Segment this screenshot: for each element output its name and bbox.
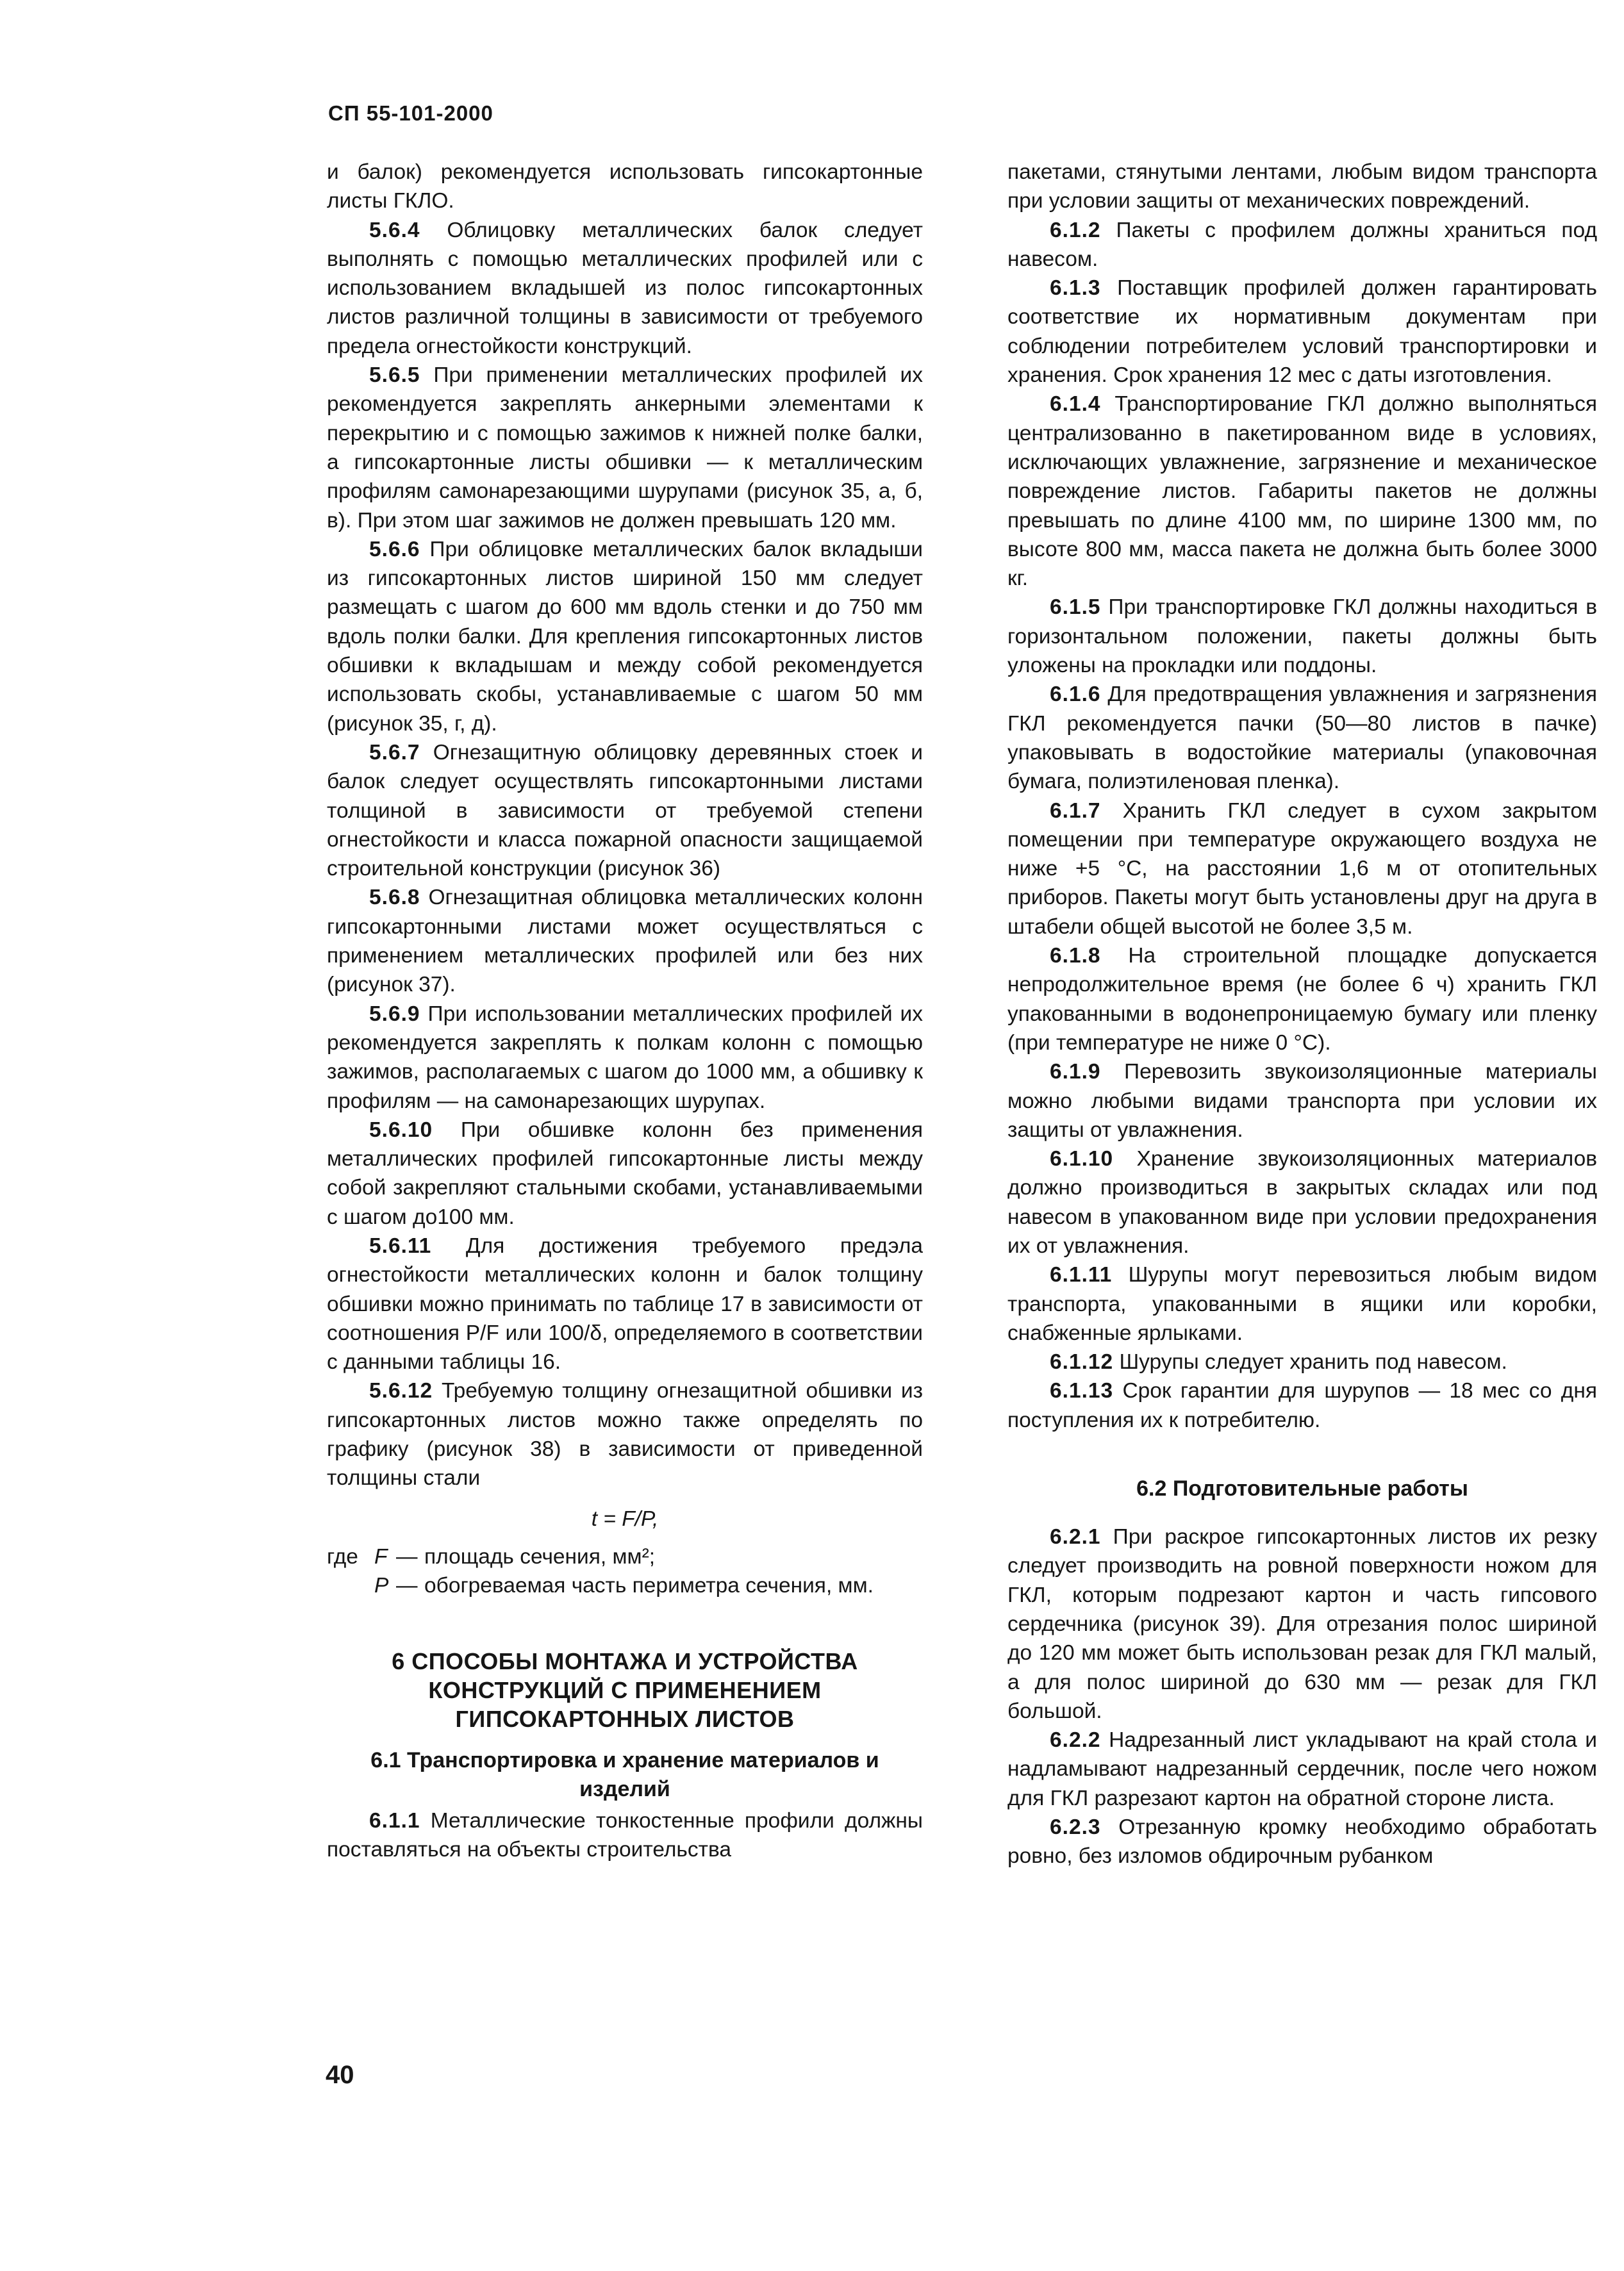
clause-6-1-5 bbox=[1007, 593, 1597, 680]
clause-number: 6.1.7 bbox=[1050, 798, 1101, 823]
clause-number: 6.2.3 bbox=[1050, 1815, 1101, 1840]
clause-6-1-1 bbox=[327, 1806, 923, 1865]
clause-6-1-13 bbox=[1007, 1376, 1597, 1435]
clause-6-1-2 bbox=[1007, 216, 1597, 274]
clause-number: 5.6.5 bbox=[369, 363, 420, 388]
clause-5-6-6 bbox=[327, 535, 923, 738]
clause-5-6-7 bbox=[327, 738, 923, 883]
clause-5-6-9 bbox=[327, 1000, 923, 1116]
clause-number: 6.1.8 bbox=[1050, 944, 1101, 968]
clause-text: Срок гарантии для шурупов — 18 мес со дня поступления их к потребителю. bbox=[1007, 1379, 1597, 1432]
clause-number: 5.6.4 bbox=[369, 218, 420, 242]
clause-number: 6.1.10 bbox=[1050, 1147, 1114, 1171]
clause-6-1-8 bbox=[1007, 941, 1597, 1057]
clause-5-6-8 bbox=[327, 883, 923, 999]
clause-6-1-3 bbox=[1007, 274, 1597, 390]
clause-text: Отрезанную кромку необходимо обработать ровно, без изломов обдирочным рубанком bbox=[1007, 1815, 1597, 1869]
clause-text: Поставщик профилей должен гарантировать соответствие их нормативным документам при соблюдении потребителем условий транспортировки и хранения. Срок хранения 12 мес с даты изготовления. bbox=[1007, 276, 1597, 388]
legend-dash: — bbox=[396, 1544, 418, 1569]
clause-number: 6.2.1 bbox=[1050, 1525, 1101, 1549]
clause-text: При транспортировке ГКЛ должны находиться в горизонтальном положении, пакеты должны быть уложены на прокладки или поддоны. bbox=[1007, 595, 1597, 678]
clause-6-2-1 bbox=[1007, 1523, 1597, 1726]
clause-text: Хранить ГКЛ следует в сухом закрытом помещении при температуре окружающего воздуха не ниже +5 °С, на расстоянии 1,6 м от отопительных приборов. Пакеты могут быть установлены друг на друга в штабели общей высотой не более 3,5 м. bbox=[1007, 798, 1597, 939]
clause-number: 6.2.2 bbox=[1050, 1728, 1101, 1753]
formula-legend bbox=[327, 1542, 923, 1601]
legend-where: где bbox=[327, 1544, 358, 1569]
clause-number: 5.6.6 bbox=[369, 537, 420, 561]
clause-6-1-4 bbox=[1007, 390, 1597, 593]
legend-symbol-p: P bbox=[374, 1574, 389, 1598]
paragraph-continuation: и балок) рекомендуется использовать гипсокартонные листы ГКЛО. bbox=[327, 160, 923, 213]
clause-6-1-6 bbox=[1007, 680, 1597, 796]
clause-number: 5.6.9 bbox=[369, 1002, 420, 1026]
clause-number: 6.1.13 bbox=[1050, 1379, 1114, 1403]
page-number: 40 bbox=[326, 2061, 354, 2089]
clause-number: 6.1.6 bbox=[1050, 682, 1101, 707]
clause-number: 6.1.3 bbox=[1050, 276, 1101, 301]
clause-6-1-11 bbox=[1007, 1260, 1597, 1348]
clause-text: Перевозить звукоизоляционные материалы можно любыми видами транспорта при условии их защиты от увлажнения. bbox=[1007, 1060, 1597, 1142]
clause-text: Для достижения требуемого предэла огнестойкости металлических колонн и балок толщину обшивки можно принимать по таблице 17 в зависимости от соотношения P/F или 100/δ, определяемого в соответствии с данными таблицы 16. bbox=[327, 1234, 923, 1375]
clause-5-6-10 bbox=[327, 1116, 923, 1232]
clause-number: 6.1.12 bbox=[1050, 1350, 1114, 1375]
clause-text: При раскрое гипсокартонных листов их резку следует производить на ровной поверхности ножом для ГКЛ, которым подрезают картон и часть гипсового сердечника (рисунок 39). Для отрезания полос шириной до 120 мм может быть использован резак для ГКЛ малый, а для полос шириной до 630 мм — резак для ГКЛ большой. bbox=[1007, 1525, 1598, 1723]
clause-number: 6.1.11 bbox=[1050, 1263, 1113, 1287]
clause-text: При использовании металлических профилей их рекомендуется закреплять к полкам колонн с помощью зажимов, располагаемых с шагом до 1000 мм, а обшивку к профилям — на самонарезающих шурупах. bbox=[327, 1002, 924, 1113]
clause-number: 5.6.8 bbox=[369, 886, 420, 910]
clause-6-1-10 bbox=[1007, 1144, 1597, 1260]
clause-text: Металлические тонкостенные профили должны поставляться на объекты строительства bbox=[327, 1808, 924, 1862]
legend-text-f: площадь сечения, мм²; bbox=[424, 1544, 656, 1569]
formula: t = F/P, bbox=[591, 1507, 659, 1531]
right-column bbox=[1007, 158, 1597, 1871]
legend-text-p: обогреваемая часть периметра сечения, мм. bbox=[424, 1574, 874, 1598]
clause-text: При обшивке колонн без применения металлических профилей гипсокартонные листы между собой закрепляют стальными скобами, устанавливаемыми с шагом до100 мм. bbox=[327, 1118, 924, 1229]
clause-text: Шурупы следует хранить под навесом. bbox=[1119, 1350, 1507, 1375]
clause-text: Облицовку металлических балок следует выполнять с помощью металлических профилей или с использованием вкладышей из полос гипсокартонных листов различной толщины в зависимости от требуемого предела огнестойкости конструкций. bbox=[327, 218, 923, 358]
clause-number: 6.1.1 bbox=[369, 1808, 420, 1833]
legend-dash: — bbox=[396, 1574, 418, 1598]
clause-6-2-3 bbox=[1007, 1813, 1597, 1871]
clause-6-1-7 bbox=[1007, 797, 1597, 941]
clause-6-1-9 bbox=[1007, 1057, 1597, 1144]
clause-5-6-5 bbox=[327, 361, 923, 535]
subsection-6-2-title: 6.2 Подготовительные работы bbox=[1136, 1476, 1468, 1501]
clause-text: Огнезащитная облицовка металлических колонн гипсокартонными листами может осуществляться с применением металлических профилей или без них (рисунок 37). bbox=[327, 886, 924, 997]
clause-6-2-2 bbox=[1007, 1726, 1597, 1813]
clause-number: 5.6.10 bbox=[369, 1118, 433, 1142]
paragraph-continuation: пакетами, стянутыми лентами, любым видом транспорта при условии защиты от механических повреждений. bbox=[1007, 160, 1597, 213]
clause-text: Огнезащитную облицовку деревянных стоек и балок следует осуществлять гипсокартонными листами толщиной в зависимости от требуемой степени огнестойкости и класса пожарной опасности защищаемой строительной конструкции (рисунок 36) bbox=[327, 740, 923, 881]
left-column bbox=[327, 158, 923, 1864]
clause-number: 5.6.11 bbox=[369, 1234, 432, 1258]
section-6-title: 6 СПОСОБЫ МОНТАЖА И УСТРОЙСТВА КОНСТРУКЦИЙ С ПРИМЕНЕНИЕМ ГИПСОКАРТОННЫХ ЛИСТОВ bbox=[392, 1648, 858, 1732]
clause-text: Для предотвращения увлажнения и загрязнения ГКЛ рекомендуется пачки (50—80 листов в пачке) упаковывать в водостойкие материалы (упаковочная бумага, полиэтиленовая пленка). bbox=[1007, 682, 1597, 794]
clause-text: Шурупы могут перевозиться любым видом транспорта, упакованными в ящики или коробки, снабженные ярлыками. bbox=[1007, 1263, 1597, 1345]
clause-number: 5.6.12 bbox=[369, 1379, 433, 1403]
clause-text: Хранение звукоизоляционных материалов должно производиться в закрытых складах или под навесом в упакованном виде при условии предохранения их от увлажнения. bbox=[1007, 1147, 1597, 1258]
clause-text: На строительной площадке допускается непродолжительное время (не более 6 ч) хранить ГКЛ упакованными в водонепроницаемую бумагу или пленку (при температуре не ниже 0 °С). bbox=[1007, 944, 1597, 1055]
clause-text: При применении металлических профилей их рекомендуется закреплять анкерными элементами к перекрытию и с помощью зажимов к нижней полке балки, а гипсокартонные листы обшивки — к металлическим профилям самонарезающими шурупами (рисунок 35, а, б, в). При этом шаг зажимов не должен превышать 120 мм. bbox=[327, 363, 924, 533]
clause-text: При облицовке металлических балок вкладыши из гипсокартонных листов шириной 150 мм следует размещать с шагом до 600 мм вдоль стенки и до 750 мм вдоль полки балки. Для крепления гипсокартонных листов обшивки к вкладышам и между собой рекомендуется использовать скобы, устанавливаемые с шагом 50 мм (рисунок 35, г, д). bbox=[327, 537, 923, 736]
subsection-6-1-title: 6.1 Транспортировка и хранение материалов и изделий bbox=[370, 1747, 879, 1801]
clause-number: 6.1.9 bbox=[1050, 1060, 1101, 1084]
clause-6-1-12 bbox=[1007, 1348, 1597, 1376]
clause-text: Пакеты с профилем должны храниться под навесом. bbox=[1007, 218, 1597, 271]
clause-number: 6.1.2 bbox=[1050, 218, 1101, 242]
document-code: СП 55-101-2000 bbox=[328, 101, 493, 125]
clause-number: 6.1.4 bbox=[1050, 392, 1101, 417]
clause-5-6-12 bbox=[327, 1376, 923, 1492]
clause-text: Требуемую толщину огнезащитной обшивки из гипсокартонных листов можно также определять по графику (рисунок 38) в зависимости от приведенной толщины стали bbox=[327, 1379, 923, 1491]
clause-5-6-4 bbox=[327, 216, 923, 361]
clause-number: 6.1.5 bbox=[1050, 595, 1101, 620]
clause-text: Транспортирование ГКЛ должно выполняться централизованно в пакетированном виде в условиях, исключающих увлажнение, загрязнение и механическое повреждение листов. Габариты пакетов не должны превышать по длине 4100 мм, по ширине 1300 мм, по высоте 800 мм, масса пакета не должна быть более 3000 кг. bbox=[1007, 392, 1597, 591]
clause-text: Надрезанный лист укладывают на край стола и надламывают надрезанный сердечник, после чего ножом для ГКЛ разрезают картон на обратной стороне листа. bbox=[1007, 1728, 1597, 1810]
clause-5-6-11 bbox=[327, 1232, 923, 1376]
clause-number: 5.6.7 bbox=[369, 740, 420, 764]
legend-symbol-f: F bbox=[374, 1544, 388, 1569]
